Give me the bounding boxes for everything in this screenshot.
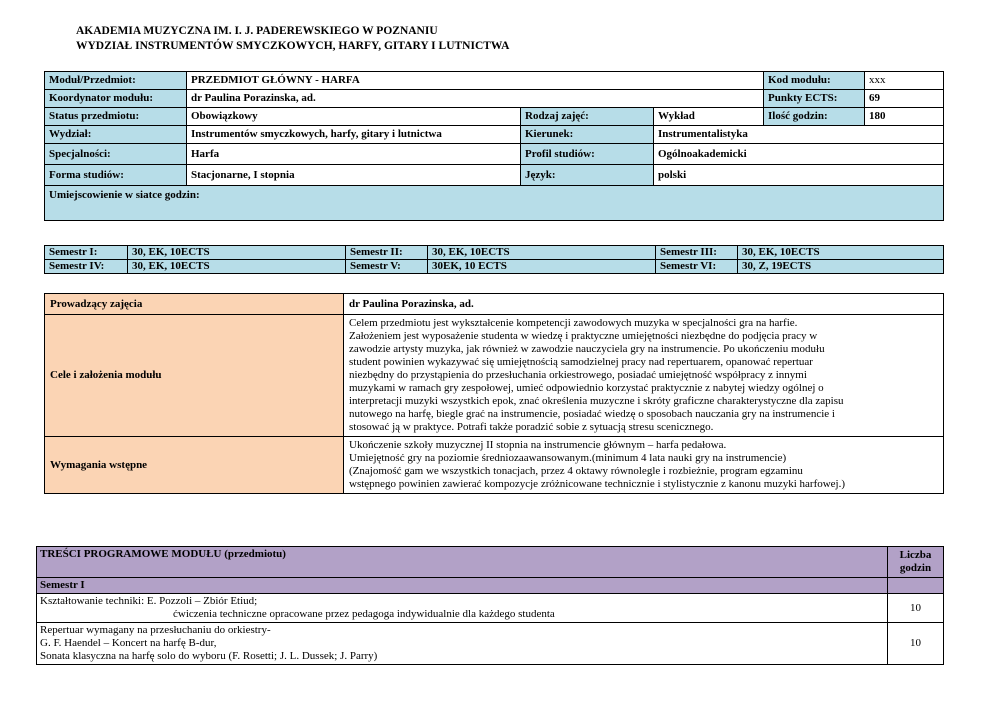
forma-label: Forma studiów: [45, 165, 187, 186]
cele-line: stosować ją w praktyce. Potrafi także poradzić sobie z sytuacją stresu scenicznego. [349, 421, 714, 433]
forma-value: Stacjonarne, I stopnia [187, 165, 521, 186]
semester-3-value: 30, EK, 10ECTS [738, 246, 944, 260]
wymagania-line: (Znajomość gam we wszystkich tonacjach, przez 4 oktawy równolegle i rozbieżnie, program egzaminu [349, 465, 803, 477]
godzin-label: Ilość godzin: [764, 108, 865, 126]
program-row-hours: 10 [888, 594, 944, 623]
koordynator-label: Koordynator modułu: [45, 90, 187, 108]
program-title: TREŚCI PROGRAMOWE MODUŁU (przedmiotu) [37, 547, 888, 578]
program-row-line: Repertuar wymagany na przesłuchaniu do orkiestry- [40, 624, 271, 636]
wymagania-line: Ukończenie szkoły muzycznej II stopnia na instrumencie głównym – harfa pedałowa. [349, 439, 727, 451]
rodzaj-label: Rodzaj zajęć: [521, 108, 654, 126]
semester-6-label: Semestr VI: [656, 260, 738, 274]
wydzial-label: Wydział: [45, 126, 187, 144]
status-label: Status przedmiotu: [45, 108, 187, 126]
cele-text [344, 315, 944, 437]
profil-value: Ogólnoakademicki [654, 144, 944, 165]
hours-header-line2: godzin [899, 562, 932, 574]
jezyk-value: polski [654, 165, 944, 186]
cele-line: muzykami w ramach gry zespołowej, umieć odpowiednio korzystać praktycznie z nabytej wiedzy ogólnej o [349, 382, 824, 394]
modul-label: Moduł/Przedmiot: [45, 72, 187, 90]
hours-header [888, 547, 944, 578]
semester-3-label: Semestr III: [656, 246, 738, 260]
program-contents-table [36, 546, 944, 665]
cele-line: Założeniem jest wyposażenie studenta w wiedzę i praktyczne umiejętności niezbędne do podjęcia pracy w [349, 330, 818, 342]
kierunek-value: Instrumentalistyka [654, 126, 944, 144]
program-row [37, 623, 944, 665]
program-row-line: ćwiczenia techniczne opracowane przez pedagoga indywidualnie dla każdego studenta [173, 608, 555, 620]
wymagania-text [344, 437, 944, 494]
godzin-value: 180 [865, 108, 944, 126]
semester-2-value: 30, EK, 10ECTS [428, 246, 656, 260]
semester-5-label: Semestr V: [346, 260, 428, 274]
cele-label: Cele i założenia modułu [45, 315, 344, 437]
umiejscowienie-label: Umiejscowienie w siatce godzin: [45, 186, 944, 221]
cele-line: zawodzie artysty muzyka, jak również w zawodzie nauczyciela gry na instrumencie. Po ukończeniu modułu [349, 343, 825, 355]
module-info-table [44, 71, 944, 221]
prowadzacy-label: Prowadzący zajęcia [45, 294, 344, 315]
semester-1-label: Semestr I: [45, 246, 128, 260]
wydzial-value: Instrumentów smyczkowych, harfy, gitary i lutnictwa [187, 126, 521, 144]
specjalnosci-label: Specjalności: [45, 144, 187, 165]
status-value: Obowiązkowy [187, 108, 521, 126]
cele-line: interpretacji muzyki wszystkich epok, znać określenia muzyczne i skróty graficzne charakterystyczne dla zapisu [349, 395, 844, 407]
semester-6-value: 30, Z, 19ECTS [738, 260, 944, 274]
academy-name: AKADEMIA MUZYCZNA IM. I. J. PADEREWSKIEGO W POZNANIU [76, 25, 438, 37]
wymagania-label: Wymagania wstępne [45, 437, 344, 494]
cele-line: student powinien wykazywać się umiejętnością samodzielnej pracy nad repertuarem, opanować repertuar [349, 356, 813, 368]
program-row-line: Sonata klasyczna na harfę solo do wyboru (F. Rosetti; J. L. Dussek; J. Parry) [40, 650, 378, 662]
cele-line: nutowego na harfę, biegle grać na instrumencie, posiadać wiedzę o sposobach nauczania gry na instrumencie i [349, 408, 835, 420]
modul-value: PRZEDMIOT GŁÓWNY - HARFA [187, 72, 764, 90]
profil-label: Profil studiów: [521, 144, 654, 165]
rodzaj-value: Wykład [654, 108, 764, 126]
semester-1-heading: Semestr I [37, 578, 888, 594]
faculty-name: WYDZIAŁ INSTRUMENTÓW SMYCZKOWYCH, HARFY, GITARY I LUTNICTWA [76, 40, 510, 52]
wymagania-line: Umiejętność gry na poziomie średniozaawansowanym.(minimum 4 lata nauki gry na instrumencie) [349, 452, 787, 464]
koordynator-value: dr Paulina Porazinska, ad. [187, 90, 764, 108]
program-row-line: Kształtowanie techniki: E. Pozzoli – Zbiór Etiud; [40, 595, 258, 607]
specjalnosci-value: Harfa [187, 144, 521, 165]
ects-label: Punkty ECTS: [764, 90, 865, 108]
ects-value: 69 [865, 90, 944, 108]
cele-line: niezbędny do przystąpienia do przesłuchania orkiestrowego, posiadać umiejętność współpracy z innymi [349, 369, 807, 381]
jezyk-label: Język: [521, 165, 654, 186]
document-header [76, 24, 509, 54]
program-row-content [37, 594, 888, 623]
kod-value: xxx [865, 72, 944, 90]
wymagania-line: wstępnego powinien zawierać kompozycje zróżnicowane technicznie i stylistycznie z kanonu muzyki harfowej.) [349, 478, 846, 490]
semester-1-heading-hours [888, 578, 944, 594]
kierunek-label: Kierunek: [521, 126, 654, 144]
semester-4-value: 30, EK, 10ECTS [128, 260, 346, 274]
semester-4-label: Semestr IV: [45, 260, 128, 274]
program-row [37, 594, 944, 623]
kod-label: Kod modułu: [764, 72, 865, 90]
program-row-hours: 10 [888, 623, 944, 665]
semester-2-label: Semestr II: [346, 246, 428, 260]
prowadzacy-value: dr Paulina Porazinska, ad. [344, 294, 944, 315]
hours-header-line1: Liczba [899, 549, 932, 561]
program-row-line: G. F. Haendel – Koncert na harfę B-dur, [40, 637, 217, 649]
semester-1-value: 30, EK, 10ECTS [128, 246, 346, 260]
program-row-content [37, 623, 888, 665]
semester-grid [44, 245, 944, 274]
cele-line: Celem przedmiotu jest wykształcenie kompetencji zawodowych muzyka w specjalności gra na harfie. [349, 317, 798, 329]
semester-5-value: 30EK, 10 ECTS [428, 260, 656, 274]
module-description-table [44, 293, 944, 494]
